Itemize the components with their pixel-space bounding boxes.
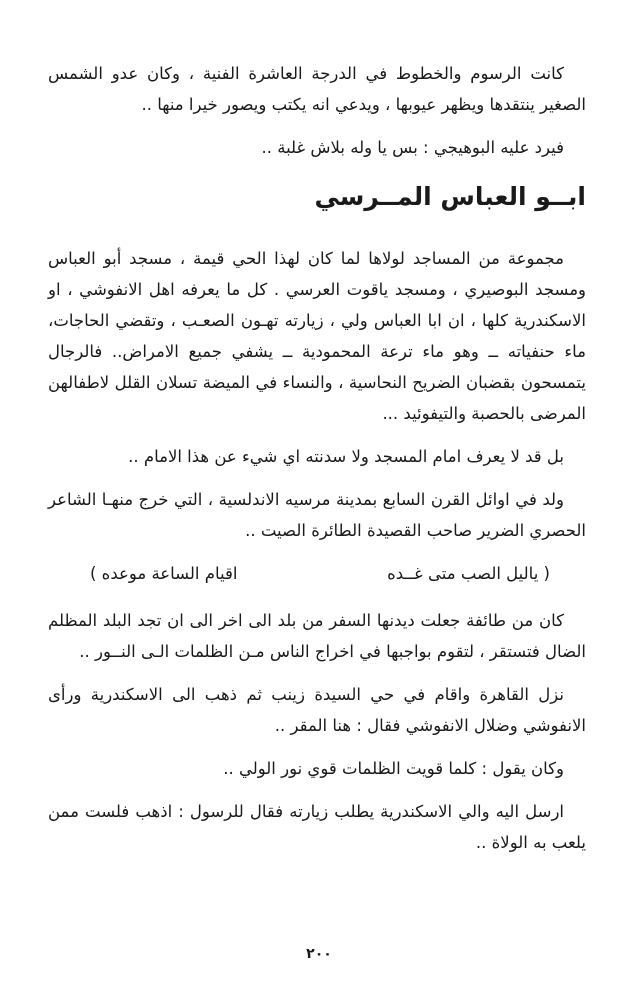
paragraph-travel: [48, 605, 586, 667]
paragraph-text: وكان يقول : كلما قويت الظلمات قوي نور الولي ..: [223, 759, 564, 778]
paragraph-birth: [48, 484, 586, 546]
paragraph-cairo: [48, 679, 586, 741]
paragraph-reply: [48, 132, 586, 163]
paragraph-text: كانت الرسوم والخطوط في الدرجة العاشرة الفنية ، وكان عدو الشمس الصغير ينتقدها ويظهر عيوبها ، ويدعي انه يكتب ويصور خيرا منها ..: [48, 64, 586, 114]
paragraph-imam: [48, 441, 586, 472]
paragraph-saying: [48, 753, 586, 784]
paragraph-text: ارسل اليه والي الاسكندرية يطلب زيارته فقال للرسول : اذهب فلست ممن يلعب به الولاة ..: [48, 802, 586, 852]
verse-first-hemistich: ( ياليل الصب متى غــده: [387, 564, 550, 583]
section-heading: ابــو العباس المــرسي: [314, 182, 586, 211]
verse-second-hemistich: اقيام الساعة موعده ): [90, 564, 238, 583]
page-number: ٢٠٠: [306, 946, 332, 962]
paragraph-text: فيرد عليه البوهيجي : بس يا وله بلاش غلبة ..: [261, 138, 564, 157]
paragraph-text: بل قد لا يعرف امام المسجد ولا سدنته اي شيء عن هذا الامام ..: [128, 447, 564, 466]
paragraph-governor: [48, 796, 586, 858]
paragraph-mosques: [48, 243, 586, 429]
paragraph-text: مجموعة من المساجد لولاها لما كان لهذا الحي قيمة ، مسجد أبو العباس ومسجد البوصيري ، ومسجد ياقوت العرسي . كل ما يعرفه اهل الانفوشي ، او الاسكندرية كلها ، ان ابا العباس ولي ، زيارته تهـون الصعـب ، وتقضي الحاجات، ماء حنفياته ــ وهو ماء ترعة المحمودية ــ يشفي جميع الامراض.. فالرجال يتمسحون بقضبان الضريح النحاسية ، والنساء في الميضة تسلان القلل لاطفالهن المرضى بالحصبة والتيفوئيد ...: [48, 249, 586, 423]
paragraph-text: كان من طائفة جعلت ديدنها السفر من بلد الى اخر الى ان تجد البلد المظلم الضال فتستقر ، لتقوم بواجبها في اخراج الناس مـن الظلمات الـى النــور ..: [48, 611, 586, 661]
paragraph-critic: [48, 58, 586, 120]
paragraph-text: ولد في اوائل القرن السابع بمدينة مرسيه الاندلسية ، التي خرج منهـا الشاعر الحصري الضرير صاحب القصيدة الطائرة الصيت ..: [48, 490, 586, 540]
paragraph-text: نزل القاهرة واقام في حي السيدة زينب ثم ذهب الى الاسكندرية ورأى الانفوشي وضلال الانفوشي فقال : هنا المقر ..: [48, 685, 586, 735]
poem-verse: [48, 558, 586, 589]
